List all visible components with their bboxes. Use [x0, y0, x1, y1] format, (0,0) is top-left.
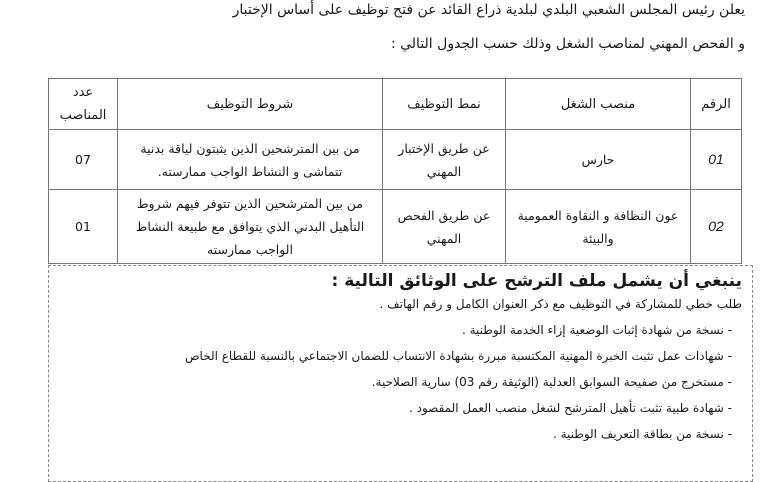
row-count: 07: [49, 130, 118, 190]
document-item: - شهادات عمل تثبت الخبرة المهنية المكتسبة مبررة بشهادة الانتساب للضمان الاجتماعي بالنسبة للقطاع الخاص: [185, 349, 732, 363]
table-row: [49, 130, 742, 190]
document-item: - مستخرج من صفيحة السوابق العدلية (الوثيقة رقم 03) سارية الصلاحية.: [371, 375, 732, 389]
row-count: 01: [49, 190, 118, 264]
documents-title: ينبغي أن يشمل ملف الترشح على الوثائق التالية :: [331, 271, 742, 291]
document-item: - شهادة طبية تثبت تأهيل المترشح لشغل منصب العمل المقصود .: [409, 401, 732, 415]
jobs-table: [48, 78, 742, 264]
row-conditions: من بين المترشحين الذين تتوفر فيهم شروط التأهيل البدني الذي يتوافق مع طبيعة النشاط الواجب ممارسته: [118, 190, 383, 264]
col-number: الرقم: [691, 79, 742, 130]
document-item: طلب خطي للمشاركة في التوظيف مع ذكر العنوان الكامل و رقم الهاتف .: [379, 297, 742, 311]
document-item: - نسخة من بطاقة التعريف الوطنية .: [552, 427, 732, 441]
row-mode: عن طريق الإختبار المهني: [383, 130, 506, 190]
row-post: عون النظافة و النقاوة العمومية والبيئة: [506, 190, 691, 264]
col-post: منصب الشغل: [506, 79, 691, 130]
document-item: - نسخة من شهادة إثبات الوضعية إزاء الخدمة الوطنية .: [461, 323, 732, 337]
row-conditions: من بين المترشحين الذين يثبتون لياقة بدنية تتماشى و النشاط الواجب ممارسته.: [118, 130, 383, 190]
row-number: 01: [691, 130, 742, 190]
intro-line-2: و الفحص المهني لمناصب الشغل وذلك حسب الجدول التالي :: [390, 36, 745, 52]
col-count: عدد المناصب: [49, 79, 118, 130]
row-number: 02: [691, 190, 742, 264]
table-row: [49, 190, 742, 264]
col-mode: نمط التوظيف: [383, 79, 506, 130]
col-conditions: شروط التوظيف: [118, 79, 383, 130]
intro-line-1: يعلن رئيس المجلس الشعبي البلدي لبلدية ذراع القائد عن فتح توظيف على أساس الإختبار: [232, 2, 745, 18]
documents-box: [48, 265, 753, 482]
row-post: حارس: [506, 130, 691, 190]
row-mode: عن طريق الفحص المهني: [383, 190, 506, 264]
table-header: [49, 79, 742, 130]
